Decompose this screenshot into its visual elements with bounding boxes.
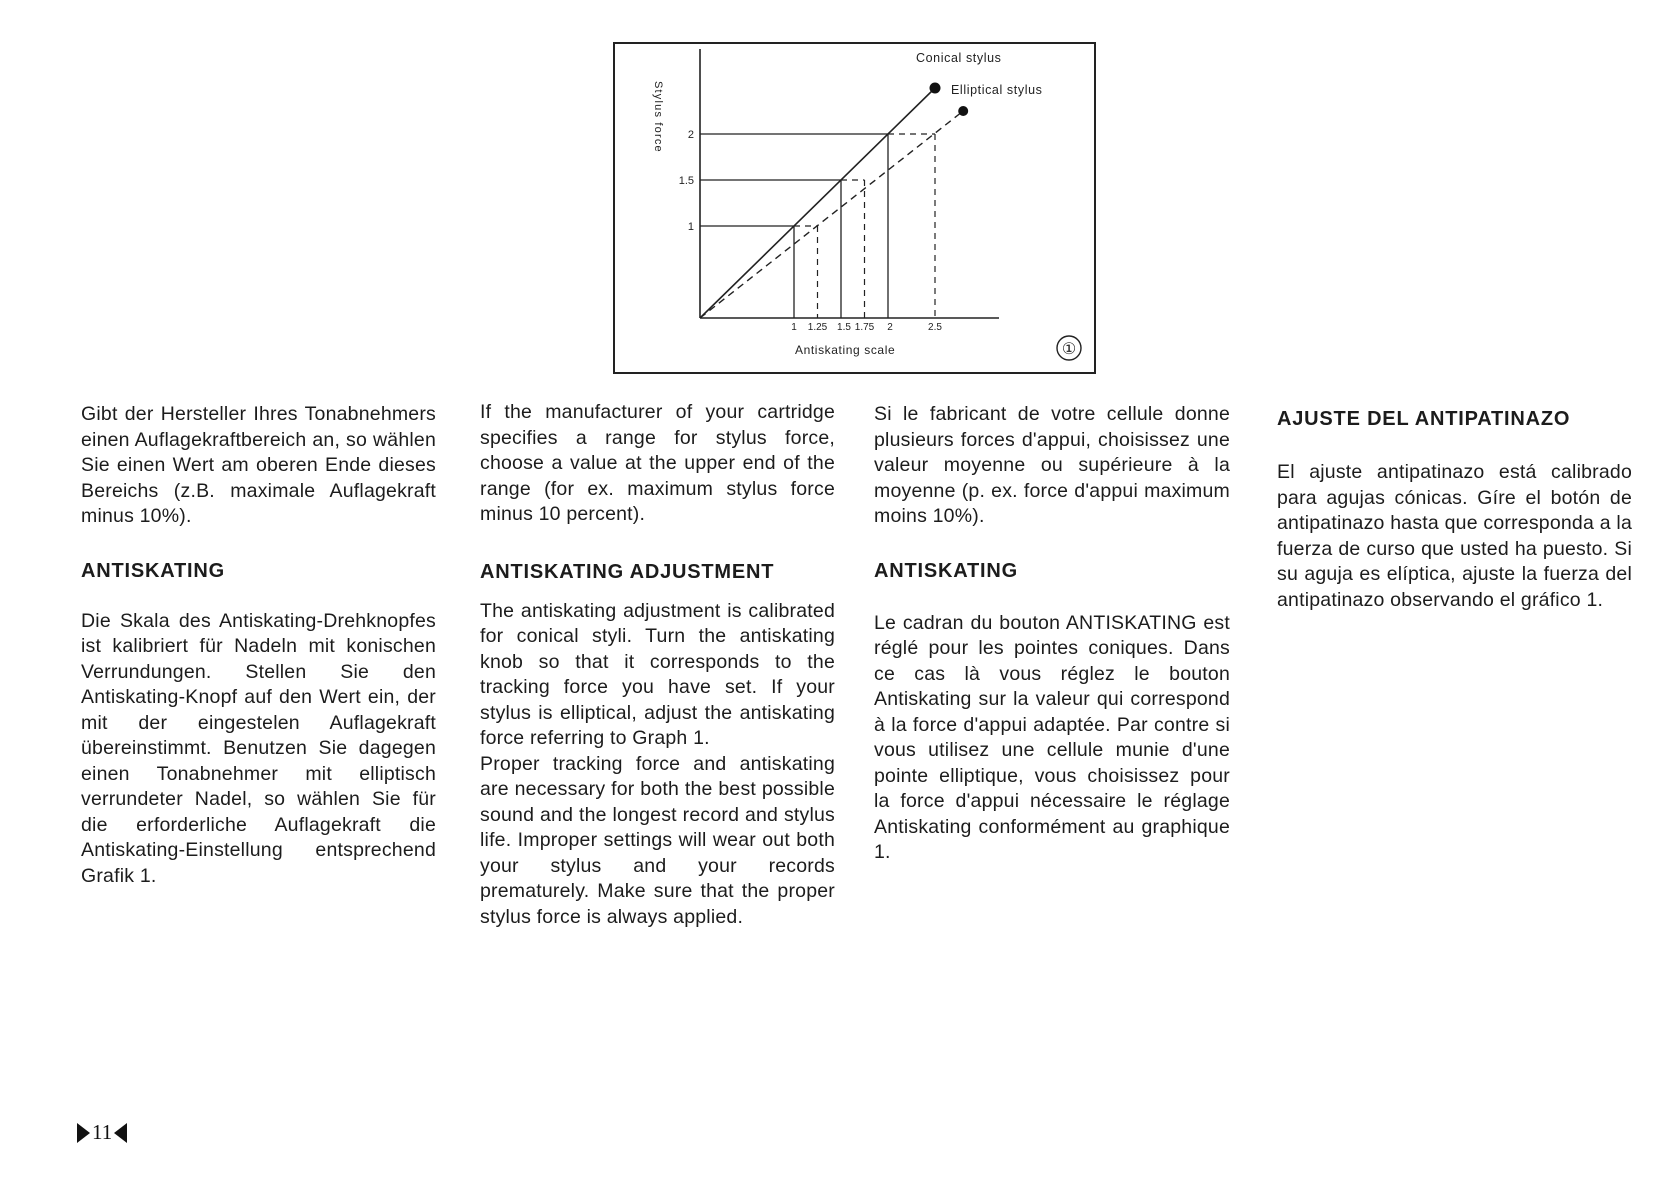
french-body-paragraph: Le cadran du bouton ANTISKATING est réglé pour les pointes coniques. Dans ce cas là vous réglez le bouton Antiskating sur la valeur qui correspond à la force d'appui adaptée. Par contre si vous utilisez une cellule munie d'une pointe elliptique, vous choisissez pour la force d'appui nécessaire le réglage Antiskating conformément au graphique 1. — [874, 611, 1230, 863]
conical-stylus-label: Conical stylus — [916, 51, 1002, 65]
english-intro-paragraph: If the manufacturer of your cartridge specifies a range for stylus force, choose a value at the upper end of the range (for ex. maximum stylus force minus 10 percent). — [480, 401, 835, 525]
x-tick-label: 1.75 — [854, 322, 875, 333]
y-tick-label: 1 — [687, 221, 694, 233]
spanish-body-paragraph: El ajuste antipatinazo está calibrado para agujas cónicas. Gíre el botón de antipatinazo hasta que corresponda a la fuerza de curso que usted ha puesto. Si su aguja es elíptica, ajuste la fuerza del antipatinazo observando el gráfico 1. — [1277, 461, 1632, 611]
conical-stylus-marker — [930, 83, 941, 94]
french-heading: ANTISKATING — [874, 559, 1018, 582]
graph-number: ① — [1061, 341, 1077, 358]
triangle-right-icon — [77, 1123, 90, 1143]
spanish-heading: AJUSTE DEL ANTIPATINAZO — [1277, 408, 1571, 430]
page-number: 11 — [92, 1120, 113, 1144]
column-spanish — [1277, 406, 1632, 613]
x-tick-label: 1 — [791, 322, 797, 333]
column-french — [874, 402, 1230, 866]
y-tick-label: 2 — [687, 129, 694, 141]
english-body-paragraph-2: Proper tracking force and antiskating are necessary for both the best possible sound and the longest record and stylus life. Improper settings will wear out both your stylus and your records prematurely. Make sure that the proper stylus force is always applied. — [480, 752, 835, 928]
column-english — [480, 400, 835, 930]
tick-labels — [679, 129, 943, 333]
english-body-paragraph: The antiskating adjustment is calibrated for conical styli. Turn the antiskating knob so that it corresponds to the tracking force you have set. If your stylus is elliptical, adjust the antiskating force referring to Graph 1. — [480, 599, 835, 749]
y-axis-label: Stylus force — [652, 81, 664, 153]
graph-1 — [613, 42, 1096, 374]
x-tick-label: 1.25 — [807, 322, 828, 333]
column-german — [81, 402, 436, 889]
elliptical-stylus-label: Elliptical stylus — [951, 83, 1043, 97]
x-tick-label: 1.5 — [837, 322, 851, 333]
page-number-footer — [77, 1120, 127, 1145]
x-axis-label: Antiskating scale — [795, 343, 896, 357]
x-tick-label: 2.5 — [928, 322, 942, 333]
y-tick-label: 1.5 — [678, 175, 694, 187]
antiskating-graph — [615, 44, 1098, 376]
series-lines — [700, 88, 963, 318]
french-intro-paragraph: Si le fabricant de votre cellule donne plusieurs forces d'appui, choisissez une valeur moyenne ou supérieure à la moyenne (p. ex. force d'appui maximum moins 10%). — [874, 403, 1230, 527]
elliptical-stylus-line — [700, 111, 963, 318]
german-heading: ANTISKATING — [81, 559, 225, 582]
german-body-paragraph: Die Skala des Antiskating-Drehknopfes ist kalibriert für Nadeln mit konischen Verrundungen. Stellen Sie den Antiskating-Knopf auf den Wert ein, der mit der eingestelen Auflagekraft übereinstimmt. Benutzen Sie dagegen einen Tonabnehmer mit elliptisch verrundeter Nadel, so wählen Sie für die erforderliche Auflagekraft die Antiskating-Einstellung entsprechend Grafik 1. — [81, 609, 436, 887]
triangle-left-icon — [114, 1123, 127, 1143]
german-intro-paragraph: Gibt der Hersteller Ihres Tonabnehmers einen Auflagekraftbereich an, so wählen Sie einen Wert am oberen Ende dieses Bereichs (z.B. maximale Auflagekraft minus 10%). — [81, 403, 436, 527]
elliptical-stylus-marker — [958, 106, 968, 116]
x-tick-label: 2 — [887, 322, 893, 333]
english-heading: ANTISKATING ADJUSTMENT — [480, 560, 775, 583]
